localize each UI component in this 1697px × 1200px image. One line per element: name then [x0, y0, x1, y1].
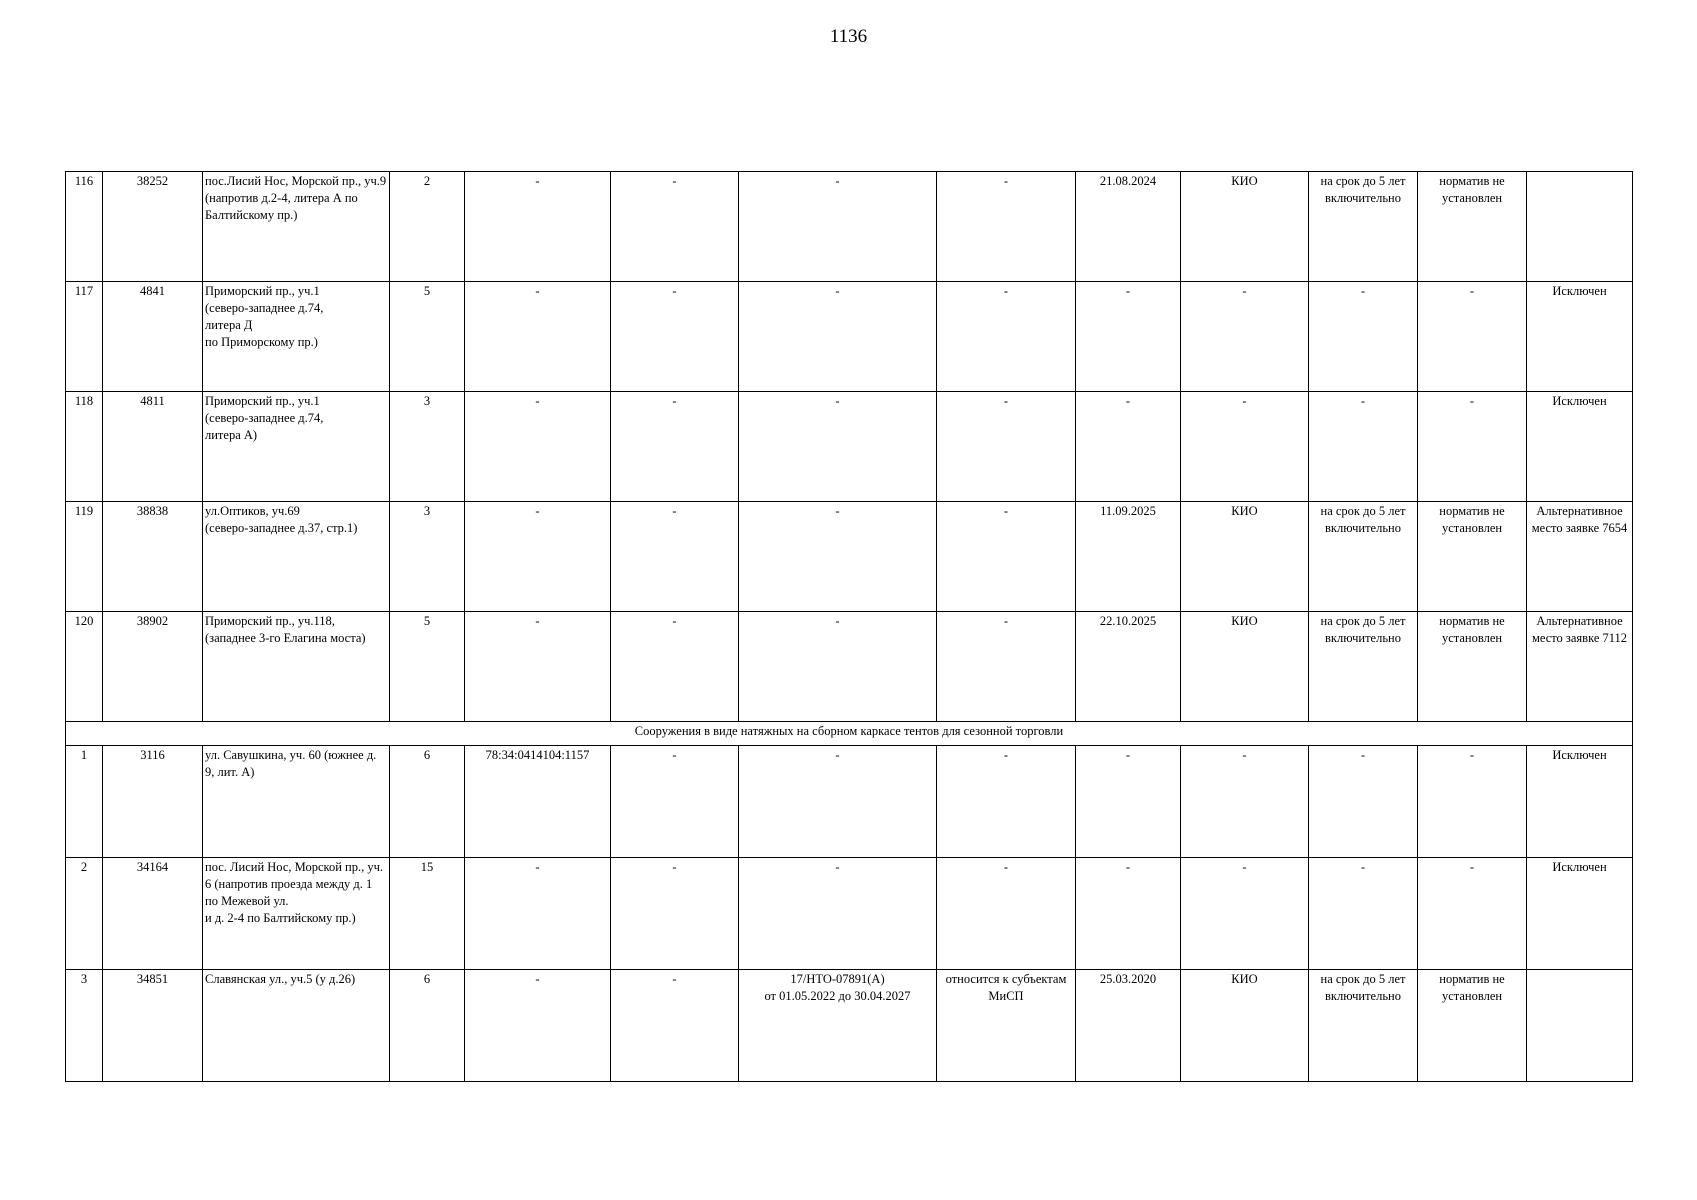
note-cell — [1527, 970, 1633, 1082]
term-cell: - — [1309, 282, 1418, 392]
table-row — [66, 502, 1633, 612]
norm-cell: норматив не установлен — [1418, 502, 1527, 612]
address-cell: Приморский пр., уч.1 (северо-западнее д.74, литера Д по Приморскому пр.) — [203, 282, 390, 392]
column-6-cell: - — [611, 502, 739, 612]
column-6-cell: - — [611, 282, 739, 392]
term-cell: - — [1309, 746, 1418, 858]
cadastral-cell: - — [465, 612, 611, 722]
page-number: 1136 — [829, 26, 868, 47]
contract-cell: - — [739, 746, 937, 858]
date-cell: 25.03.2020 — [1076, 970, 1181, 1082]
norm-cell: - — [1418, 746, 1527, 858]
column-6-cell: - — [611, 392, 739, 502]
organization-cell: КИО — [1181, 172, 1309, 282]
section-title: Сооружения в виде натяжных на сборном каркасе тентов для сезонной торговли — [66, 722, 1633, 746]
cadastral-cell: - — [465, 392, 611, 502]
address-cell: ул. Савушкина, уч. 60 (южнее д. 9, лит. А) — [203, 746, 390, 858]
column-6-cell: - — [611, 858, 739, 970]
date-cell: 22.10.2025 — [1076, 612, 1181, 722]
section-header-row — [66, 722, 1633, 746]
subject-cell: - — [937, 282, 1076, 392]
date-cell: - — [1076, 392, 1181, 502]
note-cell: Исключен — [1527, 746, 1633, 858]
table-row — [66, 746, 1633, 858]
term-cell: - — [1309, 392, 1418, 502]
subject-cell: - — [937, 858, 1076, 970]
registry-table — [65, 171, 1633, 1082]
address-cell: Славянская ул., уч.5 (у д.26) — [203, 970, 390, 1082]
organization-cell: КИО — [1181, 502, 1309, 612]
row-number-cell: 117 — [66, 282, 103, 392]
area-cell: 6 — [390, 746, 465, 858]
column-6-cell: - — [611, 172, 739, 282]
subject-cell: - — [937, 392, 1076, 502]
place-id-cell: 34164 — [103, 858, 203, 970]
date-cell: 21.08.2024 — [1076, 172, 1181, 282]
note-cell: Исключен — [1527, 858, 1633, 970]
address-cell: Приморский пр., уч.118, (западнее 3-го Елагина моста) — [203, 612, 390, 722]
table-row — [66, 970, 1633, 1082]
contract-cell: - — [739, 172, 937, 282]
place-id-cell: 3116 — [103, 746, 203, 858]
contract-cell: - — [739, 502, 937, 612]
cadastral-cell: - — [465, 502, 611, 612]
norm-cell: - — [1418, 392, 1527, 502]
organization-cell: КИО — [1181, 612, 1309, 722]
term-cell: на срок до 5 лет включительно — [1309, 172, 1418, 282]
row-number-cell: 3 — [66, 970, 103, 1082]
contract-cell: 17/НТО-07891(А) от 01.05.2022 до 30.04.2027 — [739, 970, 937, 1082]
area-cell: 2 — [390, 172, 465, 282]
norm-cell: норматив не установлен — [1418, 172, 1527, 282]
norm-cell: - — [1418, 282, 1527, 392]
address-cell: Приморский пр., уч.1 (северо-западнее д.74, литера А) — [203, 392, 390, 502]
cadastral-cell: - — [465, 282, 611, 392]
subject-cell: - — [937, 746, 1076, 858]
note-cell: Альтернативное место заявке 7112 — [1527, 612, 1633, 722]
cadastral-cell: - — [465, 970, 611, 1082]
area-cell: 3 — [390, 392, 465, 502]
organization-cell: КИО — [1181, 970, 1309, 1082]
contract-cell: - — [739, 858, 937, 970]
norm-cell: - — [1418, 858, 1527, 970]
cadastral-cell: - — [465, 172, 611, 282]
place-id-cell: 4811 — [103, 392, 203, 502]
area-cell: 3 — [390, 502, 465, 612]
contract-cell: - — [739, 392, 937, 502]
row-number-cell: 118 — [66, 392, 103, 502]
cadastral-cell: - — [465, 858, 611, 970]
row-number-cell: 1 — [66, 746, 103, 858]
address-cell: ул.Оптиков, уч.69 (северо-западнее д.37, стр.1) — [203, 502, 390, 612]
row-number-cell: 120 — [66, 612, 103, 722]
note-cell: Альтернативное место заявке 7654 — [1527, 502, 1633, 612]
note-cell: Исключен — [1527, 282, 1633, 392]
date-cell: - — [1076, 282, 1181, 392]
note-cell — [1527, 172, 1633, 282]
date-cell: - — [1076, 746, 1181, 858]
table-row — [66, 858, 1633, 970]
row-number-cell: 2 — [66, 858, 103, 970]
row-number-cell: 116 — [66, 172, 103, 282]
column-6-cell: - — [611, 746, 739, 858]
area-cell: 5 — [390, 282, 465, 392]
place-id-cell: 38838 — [103, 502, 203, 612]
organization-cell: - — [1181, 282, 1309, 392]
contract-cell: - — [739, 282, 937, 392]
subject-cell: - — [937, 502, 1076, 612]
date-cell: - — [1076, 858, 1181, 970]
note-cell: Исключен — [1527, 392, 1633, 502]
cadastral-cell: 78:34:0414104:1157 — [465, 746, 611, 858]
norm-cell: норматив не установлен — [1418, 970, 1527, 1082]
organization-cell: - — [1181, 746, 1309, 858]
term-cell: на срок до 5 лет включительно — [1309, 502, 1418, 612]
subject-cell: относится к субъектам МиСП — [937, 970, 1076, 1082]
place-id-cell: 38252 — [103, 172, 203, 282]
contract-cell: - — [739, 612, 937, 722]
row-number-cell: 119 — [66, 502, 103, 612]
term-cell: - — [1309, 858, 1418, 970]
organization-cell: - — [1181, 858, 1309, 970]
place-id-cell: 34851 — [103, 970, 203, 1082]
table-row — [66, 392, 1633, 502]
organization-cell: - — [1181, 392, 1309, 502]
norm-cell: норматив не установлен — [1418, 612, 1527, 722]
subject-cell: - — [937, 172, 1076, 282]
area-cell: 15 — [390, 858, 465, 970]
table-row — [66, 282, 1633, 392]
place-id-cell: 4841 — [103, 282, 203, 392]
area-cell: 5 — [390, 612, 465, 722]
place-id-cell: 38902 — [103, 612, 203, 722]
column-6-cell: - — [611, 612, 739, 722]
address-cell: пос.Лисий Нос, Морской пр., уч.9 (напротив д.2-4, литера А по Балтийскому пр.) — [203, 172, 390, 282]
term-cell: на срок до 5 лет включительно — [1309, 970, 1418, 1082]
area-cell: 6 — [390, 970, 465, 1082]
address-cell: пос. Лисий Нос, Морской пр., уч. 6 (напротив проезда между д. 1 по Межевой ул. и д. 2-4 по Балтийскому пр.) — [203, 858, 390, 970]
column-6-cell: - — [611, 970, 739, 1082]
table-row — [66, 172, 1633, 282]
term-cell: на срок до 5 лет включительно — [1309, 612, 1418, 722]
table-row — [66, 612, 1633, 722]
subject-cell: - — [937, 612, 1076, 722]
date-cell: 11.09.2025 — [1076, 502, 1181, 612]
